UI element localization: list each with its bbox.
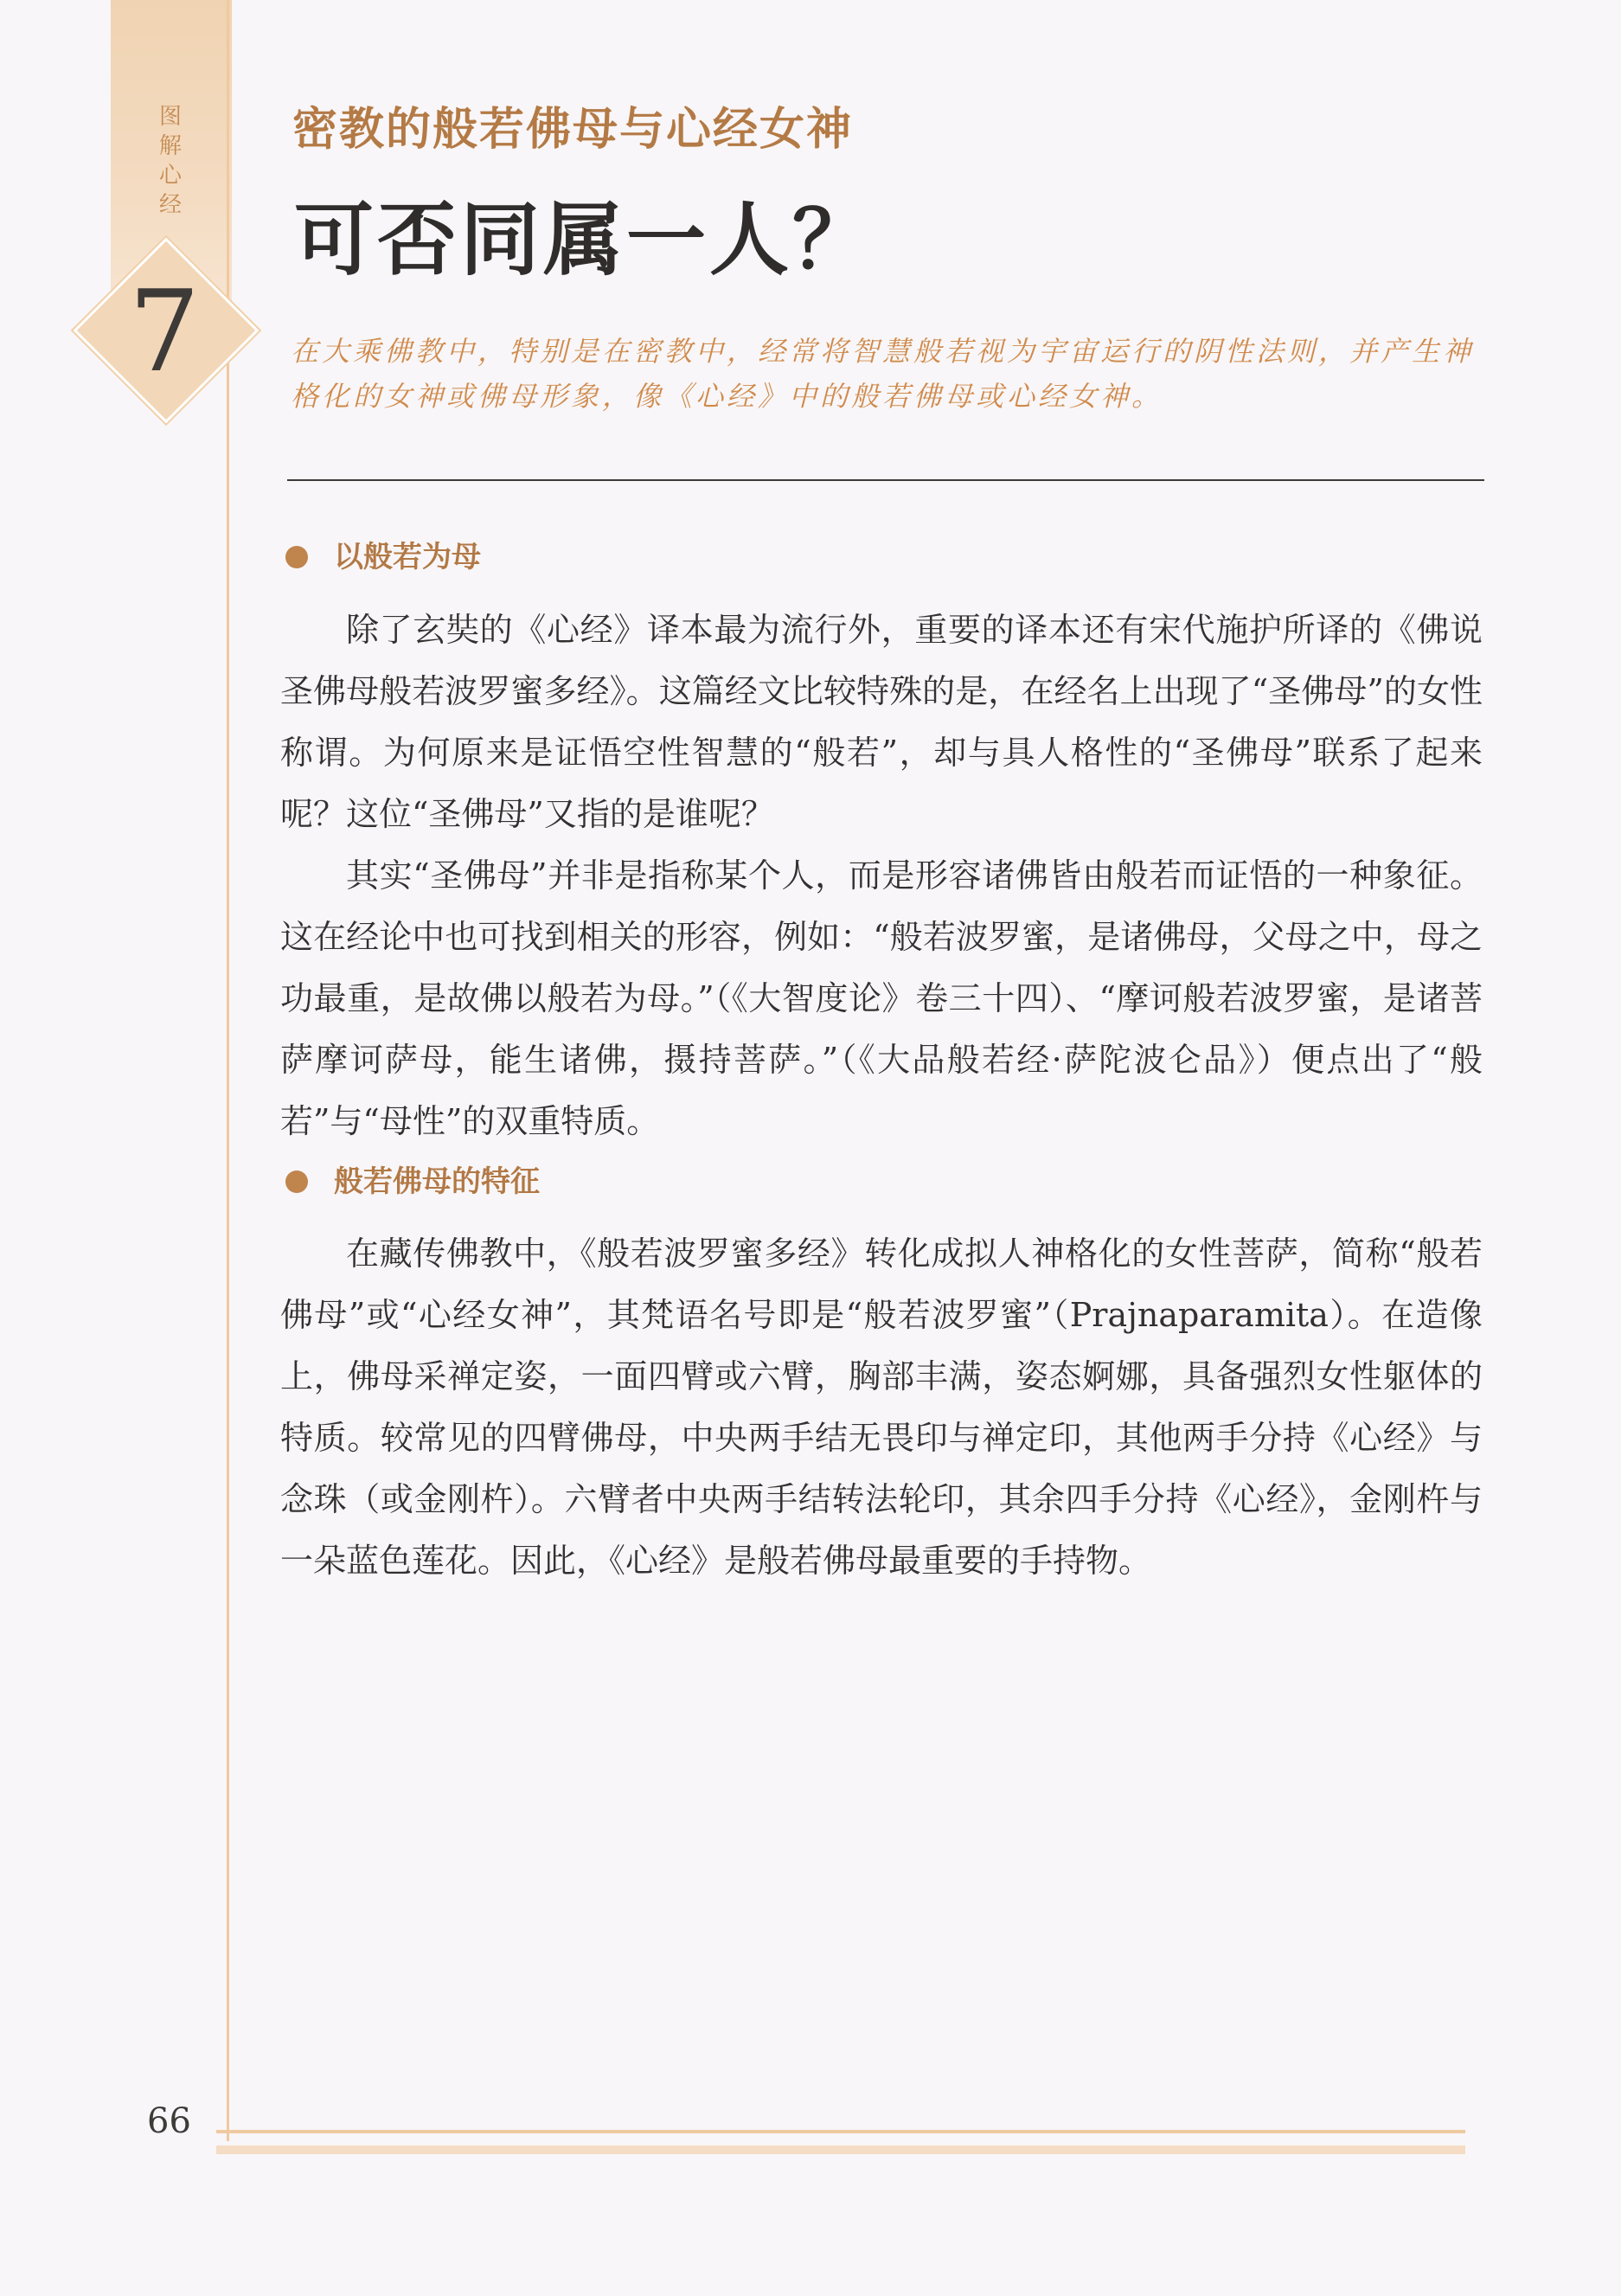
footer-band — [216, 2145, 1465, 2154]
paragraph: 其实“圣佛母”并非是指称某个人，而是形容诸佛皆由般若而证悟的一种象征。这在经论中也可找到相关的形容，例如：“般若波罗蜜，是诸佛母，父母之中，母之功最重，是故佛以般若为母。”（《大智度论》卷三十四）、“摩诃般若波罗蜜，是诸菩萨摩诃萨母，能生诸佛，摄持菩萨。”（《大品般若经·萨陀波仑品》）便点出了“般若”与“母性”的双重特质。 — [280, 856, 1483, 1140]
intro-text: 在大乘佛教中，特别是在密教中，经常将智慧般若视为宇宙运行的阴性法则，并产生神格化的女神或佛母形象，像《心经》中的般若佛母或心经女神。 — [291, 335, 1475, 413]
section-body-1 — [280, 600, 1483, 1152]
section-heading-label: 以般若为母 — [334, 540, 481, 574]
divider — [287, 479, 1484, 481]
series-label: 图解心经 — [158, 104, 182, 218]
footer-rule — [216, 2130, 1465, 2133]
bullet-dot-icon — [285, 1170, 308, 1193]
section-body-2 — [280, 1223, 1483, 1592]
paragraph: 除了玄奘的《心经》译本最为流行外，重要的译本还有宋代施护所译的《佛说圣佛母般若波罗蜜多经》。这篇经文比较特殊的是，在经名上出现了“圣佛母”的女性称谓。为何原来是证悟空性智慧的“般若”，却与具人格性的“圣佛母”联系了起来呢？这位“圣佛母”又指的是谁呢？ — [280, 611, 1483, 833]
bullet-dot-icon — [285, 546, 308, 568]
page-title: 可否同属一人？ — [294, 193, 876, 286]
page-number: 66 — [147, 2101, 191, 2141]
section-heading-2 — [285, 1163, 540, 1201]
section-heading-1 — [285, 538, 481, 576]
paragraph: 在藏传佛教中，《般若波罗蜜多经》转化成拟人神格化的女性菩萨，简称“般若佛母”或“心经女神”，其梵语名号即是“般若波罗蜜”（Prajnaparamita）。在造像上，佛母采禅定姿，一面四臂或六臂，胸部丰满，姿态婀娜，具备强烈女性躯体的特质。较常见的四臂佛母，中央两手结无畏印与禅定印，其他两手分持《心经》与念珠（或金刚杵）。六臂者中央两手结转法轮印，其余四手分持《心经》，金刚杵与一朵蓝色莲花。因此，《心经》是般若佛母最重要的手持物。 — [280, 1235, 1483, 1580]
section-subtitle: 密教的般若佛母与心经女神 — [292, 103, 854, 156]
section-heading-label: 般若佛母的特征 — [334, 1164, 540, 1199]
chapter-number: 7 — [128, 266, 201, 397]
